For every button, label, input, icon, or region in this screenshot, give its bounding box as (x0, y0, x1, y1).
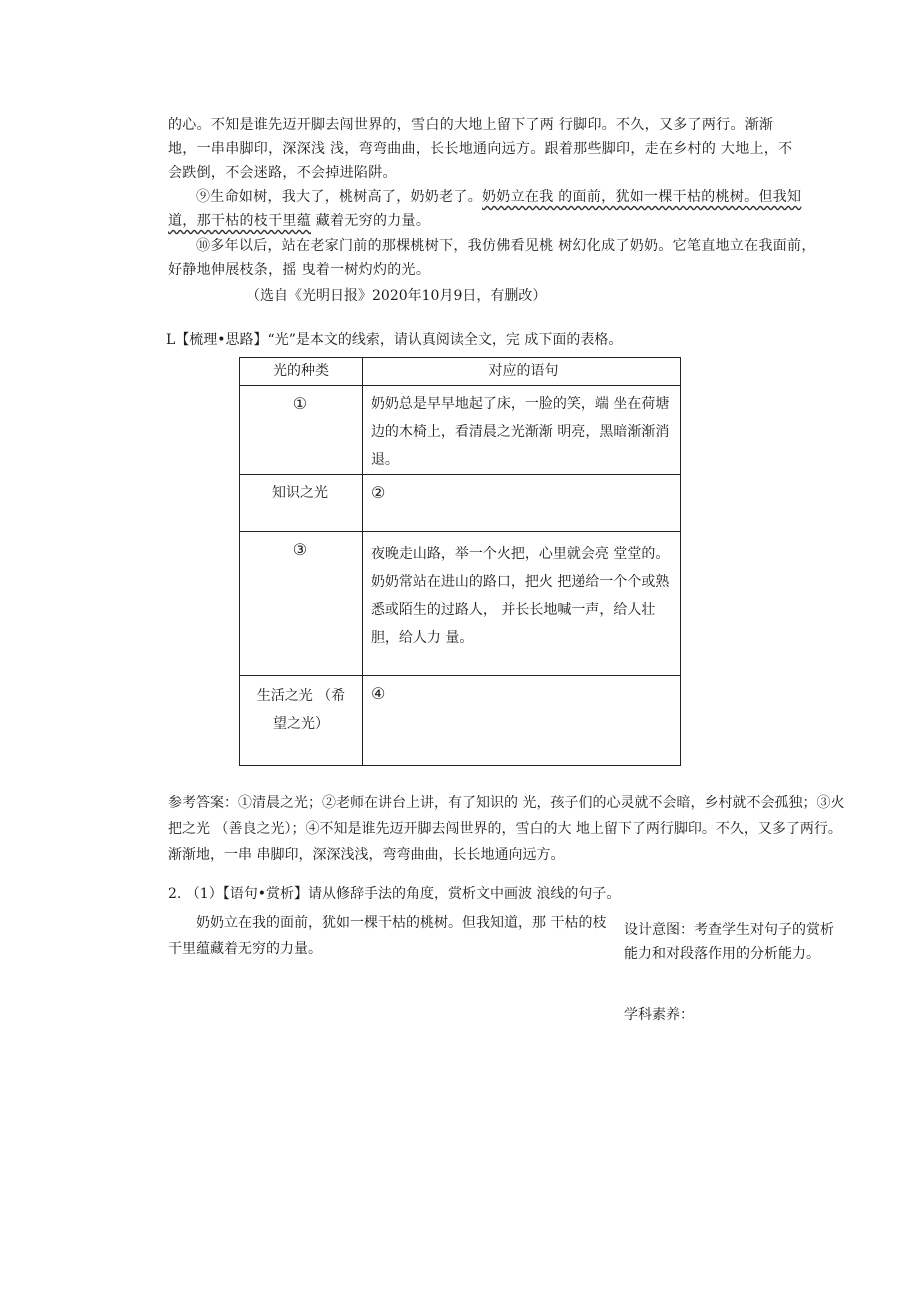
passage-text: 藏着无穷的力量。 (311, 213, 431, 229)
question-1-prompt: L【梳理•思路】“光”是本文的线索，请认真阅读全文，完 成下面的表格。 (166, 332, 623, 348)
passage-paragraph-9 (168, 185, 852, 233)
passage-paragraph-8 (168, 113, 852, 185)
passage-source: （选自《光明日报》2020年10月9日，有删改） (246, 288, 547, 304)
table-header-row (240, 358, 681, 386)
passage-paragraph-10 (168, 234, 852, 282)
reference-answer: 参考答案：①清晨之光；②老师在讲台上讲，有了知识的 光，孩子们的心灵就不会暗，乡村就不会孤独；③火把之光 （善良之光）；④不知是谁先迈开脚去闯世界的，雪白的大 地上留下了两行脚印。不久，又多了两行。渐渐地，一串 串脚印，深深浅浅，弯弯曲曲，长长地通向远方。 (168, 795, 845, 863)
wavy-underlined-sentence-cont: 道，那干枯的枝干里蕴 (168, 213, 311, 229)
wavy-underlined-sentence: 奶奶立在我 的面前，犹如一棵干枯的桃树。但我知 (482, 189, 802, 205)
light-sentence: 奶奶总是早早地起了床，一脸的笑，端 坐在荷塘边的木椅上，看清晨之光渐渐 明亮，黑暗渐渐消退。 (370, 396, 670, 468)
light-sentence: 夜晚走山路，举一个火把，心里就会亮 堂堂的。奶奶常站在进山的路口，把火 把递给一个个或熟悉或陌生的过路人， 并长长地喊一声，给人壮胆，给人力 量。 (370, 546, 670, 646)
table-row (240, 386, 681, 475)
passage-line: 的心。不知是谁先迈开脚去闯世界的，雪白的大地上留下了两 行脚印。不久，又多了两行。渐渐 (168, 117, 774, 133)
table-row (240, 676, 681, 766)
passage-line: 会跌倒，不会迷路，不会掉进陷阱。 (168, 165, 397, 181)
passage-line: 好静地伸展枝条，摇 曳着一树灼灼的光。 (168, 262, 431, 278)
design-intent-note: 设计意图：考查学生对句子的赏析能力和对段落作用的分析能力。 (624, 922, 834, 962)
light-kind: ① (292, 394, 308, 413)
question-2-quote: 奶奶立在我的面前，犹如一棵干枯的桃树。但我知道，那 干枯的枝干里蕴藏着无穷的力量。 (168, 915, 607, 957)
light-kind: 知识之光 (271, 485, 328, 501)
answer-blank: ④ (370, 684, 386, 703)
light-type-table (239, 357, 681, 766)
passage-text: ⑨生命如树，我大了，桃树高了，奶奶老了。 (196, 189, 482, 205)
light-kind: ③ (292, 540, 308, 559)
header-cell-kind: 光的种类 (240, 358, 363, 386)
passage-line: 地，一串串脚印，深深浅 浅，弯弯曲曲，长长地通向远方。跟着那些脚印，走在乡村的 大地上，不 (168, 141, 793, 157)
subject-literacy-note: 学科素养： (624, 1007, 694, 1023)
header-cell-sentence: 对应的语句 (362, 358, 680, 386)
light-kind: 生活之光 （希望之光） (256, 688, 346, 732)
table-row (240, 475, 681, 532)
passage-line: ⑩多年以后，站在老家门前的那棵桃树下，我仿佛看见桃 树幻化成了奶奶。它笔直地立在我面前， (196, 238, 816, 254)
question-2-prompt: 2. （1）【语句•赏析】请从修辞手法的角度，赏析文中画波 浪线的句子。 (168, 886, 621, 902)
answer-blank: ② (370, 483, 386, 502)
table-row (240, 532, 681, 676)
